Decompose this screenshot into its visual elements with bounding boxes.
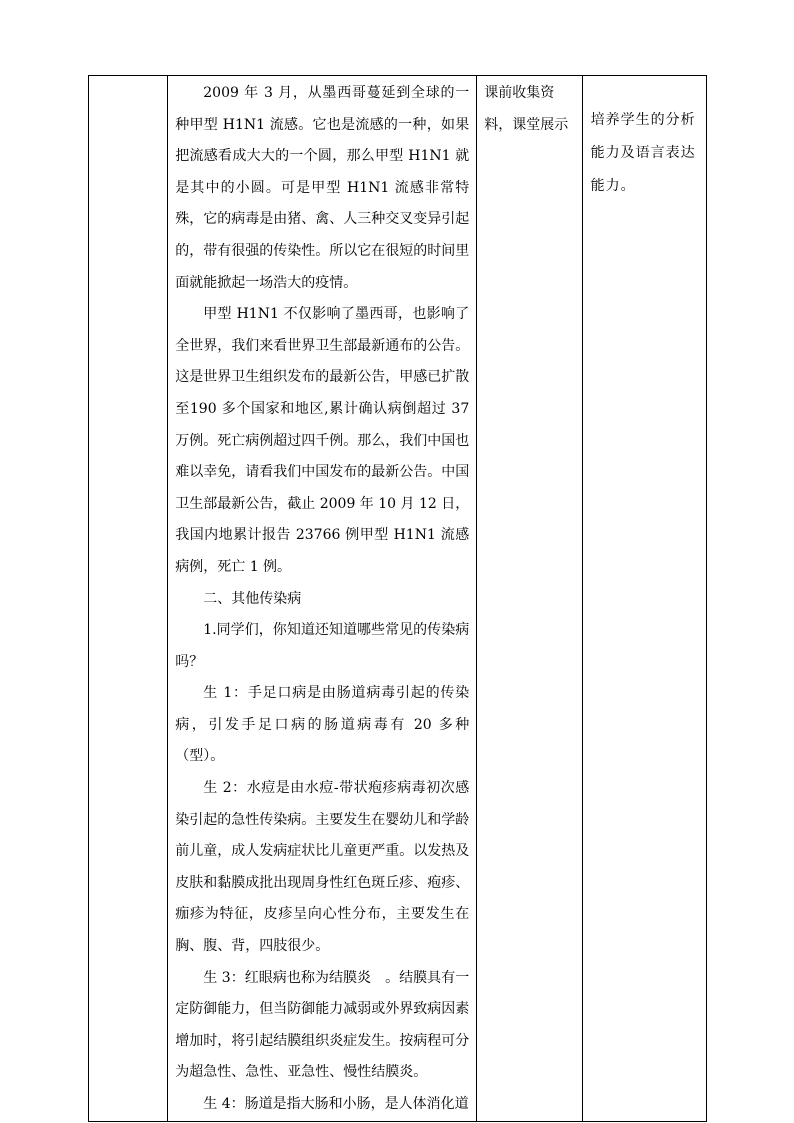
design-purpose-text: 培养学生的分析能力及语言表达能力。: [590, 112, 696, 194]
design-purpose-cell: [582, 76, 706, 1122]
student-activity-text: 课前收集资料，课堂展示: [484, 85, 569, 133]
stage-cell: [89, 76, 168, 1122]
content-paragraph-h1n1-intro: 2009 年 3 月，从墨西哥蔓延到全球的一种甲型 H1N1 流感。它也是流感的一种，如果把流感看成大大的一个圆，那么甲型 H1N1 就是其中的小圆。可是甲型 H1N1 流感非常特殊，它的病毒是由猪、禽、人三种交叉变异引起的，带有很强的传染性。所以它在很短的时间里面就能掀起一场浩大的疫情。: [175, 85, 470, 291]
content-student-answer-3: 生 3：红眼病也称为结膜炎 。结膜具有一定防御能力，但当防御能力减弱或外界致病因素增加时，将引起结膜组织炎症发生。按病程可分为超急性、急性、亚急性、慢性结膜炎。: [175, 969, 470, 1081]
content-paragraph-h1n1-spread: 甲型 H1N1 不仅影响了墨西哥，也影响了全世界，我们来看世界卫生部最新通布的公告。这是世界卫生组织发布的最新公告，甲感已扩散至190 多个国家和地区,累计确认病倒超过 37 万例。死亡病例超过四千例。那么，我们中国也难以幸免，请看我们中国发布的最新公告。中国卫生部最新公告，截止 2009 年 10 月 12 日，我国内地累计报告 23766 例甲型 H1N1 流感病例，死亡 1 例。: [175, 306, 470, 575]
content-student-answer-2: 生 2：水痘是由水痘-带状疱疹病毒初次感染引起的急性传染病。主要发生在婴幼儿和学龄前儿童，成人发病症状比儿童更严重。以发热及皮肤和黏膜成批出现周身性红色斑丘疹、疱疹、痂疹为特征，皮疹呈向心性分布，主要发生在胸、腹、背，四肢很少。: [175, 780, 470, 955]
content-section-heading: 二、其他传染病: [203, 590, 302, 607]
content-student-answer-1: 生 1：手足口病是由肠道病毒引起的传染病，引发手足口病的肠道病毒有 20 多种（型）。: [175, 685, 470, 765]
teaching-content-cell: [168, 76, 477, 1122]
student-activity-cell: [477, 76, 582, 1122]
content-student-answer-4: 生 4：肠道是指大肠和小肠，是人体消化道: [203, 1096, 469, 1112]
lesson-plan-table: [88, 75, 707, 1122]
content-question: 1.同学们，你知道还知道哪些常见的传染病吗？: [175, 622, 470, 670]
table-row: [89, 76, 707, 1122]
